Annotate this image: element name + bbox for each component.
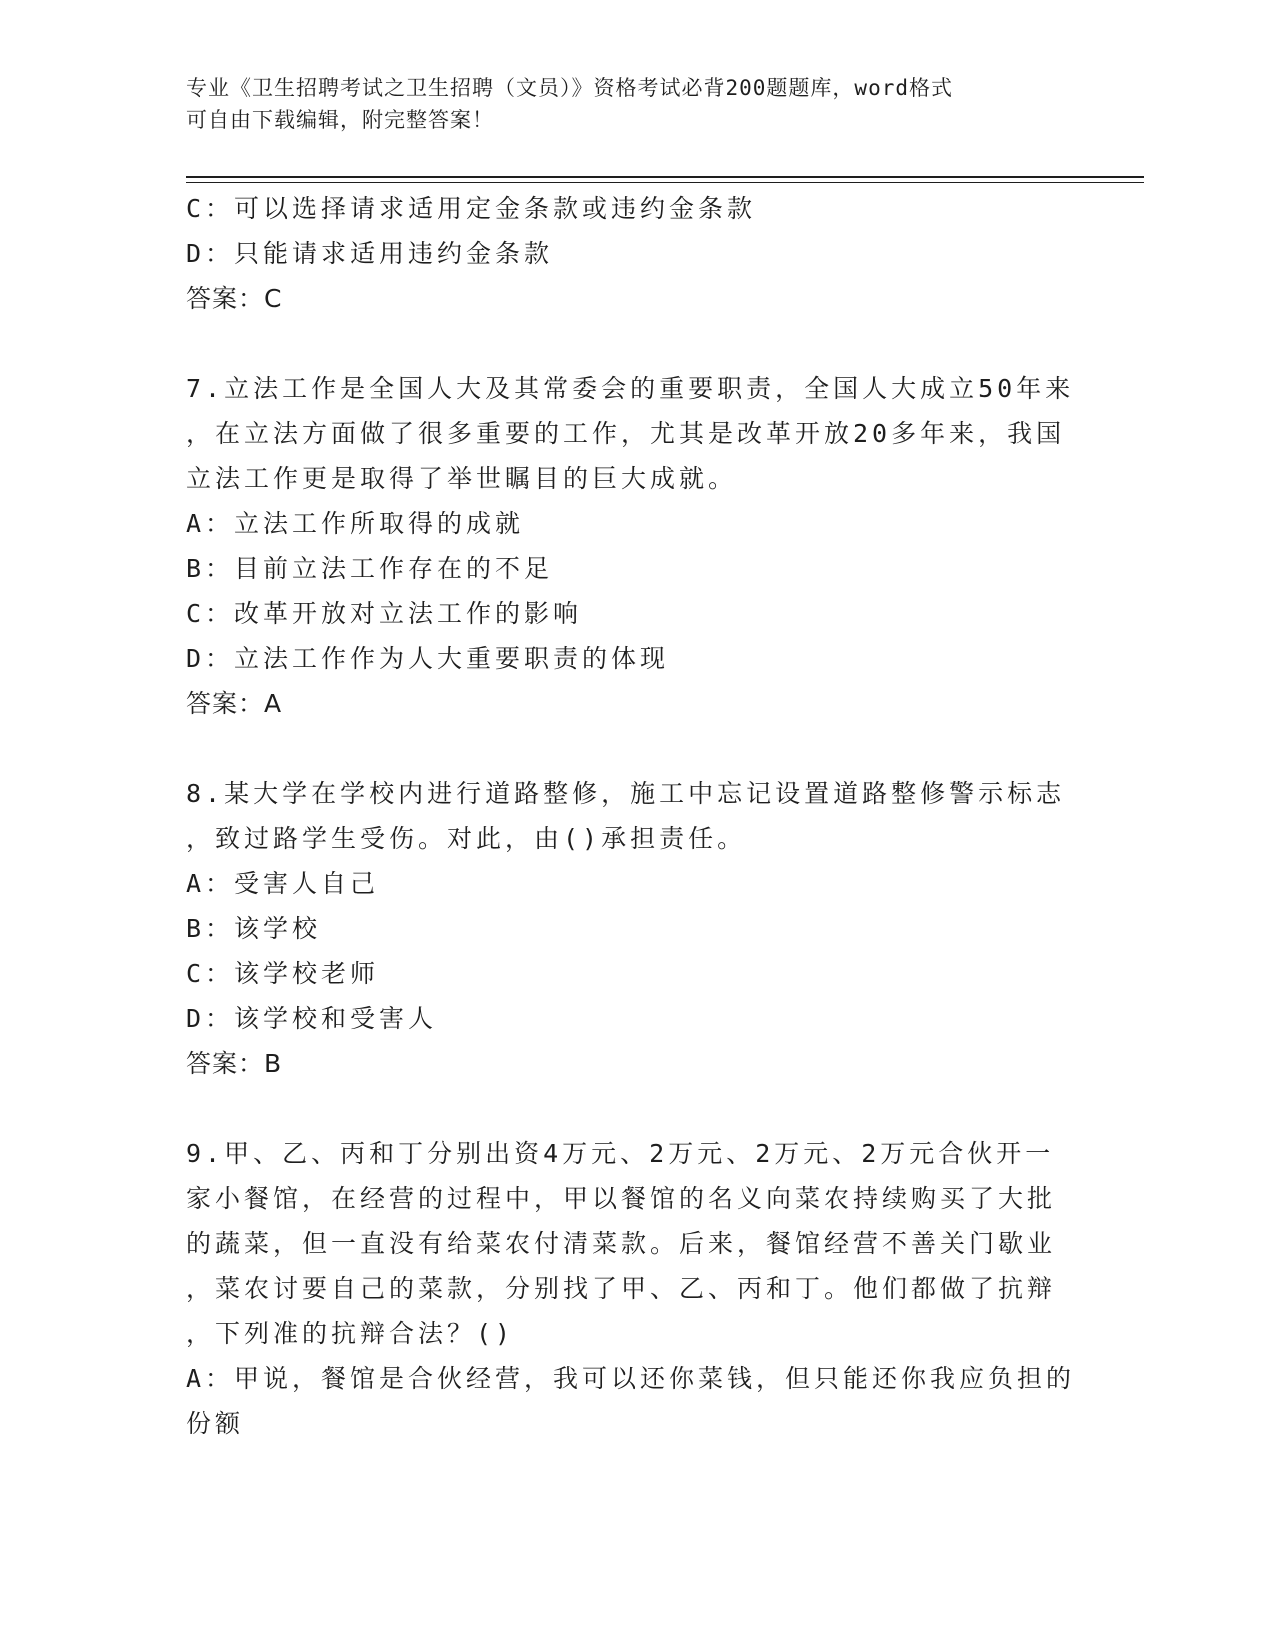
- option-b: B：该学校: [186, 914, 322, 943]
- question-stem-line: 的蔬菜，但一直没有给菜农付清菜款。后来，餐馆经营不善关门歇业: [186, 1229, 1057, 1258]
- option-a-continued: 份额: [186, 1409, 245, 1438]
- option-c: C：可以选择请求适用定金条款或违约金条款: [186, 194, 757, 223]
- option-d: D：立法工作作为人大重要职责的体现: [186, 644, 670, 673]
- option-d: D：该学校和受害人: [186, 1004, 438, 1033]
- question-stem-line: ，致过路学生受伤。对此，由()承担责任。: [186, 824, 747, 853]
- header-rule-thick: [186, 176, 1144, 178]
- question-9: [186, 1131, 1076, 1446]
- question-6-tail: [186, 186, 1066, 321]
- option-a: A：甲说，餐馆是合伙经营，我可以还你菜钱，但只能还你我应负担的: [186, 1364, 1076, 1393]
- question-7: [186, 366, 1075, 726]
- option-b: B：目前立法工作存在的不足: [186, 554, 554, 583]
- spacer: [186, 726, 1066, 771]
- question-stem-line: 8.某大学在学校内进行道路整修，施工中忘记设置道路整修警示标志: [186, 779, 1066, 808]
- option-a: A：受害人自己: [186, 869, 380, 898]
- question-stem-line: ，菜农讨要自己的菜款，分别找了甲、乙、丙和丁。他们都做了抗辩: [186, 1274, 1057, 1303]
- header-line-1: 专业《卫生招聘考试之卫生招聘（文员）》资格考试必背200题题库，word格式: [186, 76, 953, 100]
- option-a: A：立法工作所取得的成就: [186, 509, 525, 538]
- question-stem-line: 9.甲、乙、丙和丁分别出资4万元、2万元、2万元、2万元合伙开一: [186, 1139, 1055, 1168]
- question-8: [186, 771, 1066, 1086]
- question-stem-line: 立法工作更是取得了举世瞩目的巨大成就。: [186, 464, 738, 493]
- option-c: C：该学校老师: [186, 959, 380, 988]
- option-c: C：改革开放对立法工作的影响: [186, 599, 583, 628]
- header-line-2: 可自由下载编辑，附完整答案！: [186, 108, 494, 132]
- answer: 答案：C: [186, 284, 283, 313]
- spacer: [186, 321, 1066, 366]
- answer: 答案：B: [186, 1049, 283, 1078]
- question-stem-line: ，下列准的抗辩合法？(): [186, 1319, 515, 1348]
- header-rule-thin: [186, 182, 1144, 183]
- option-d: D：只能请求适用违约金条款: [186, 239, 554, 268]
- document-body: [186, 186, 1076, 1446]
- document-header: [186, 72, 1066, 136]
- question-stem-line: 7.立法工作是全国人大及其常委会的重要职责，全国人大成立50年来: [186, 374, 1075, 403]
- question-stem-line: 家小餐馆，在经营的过程中，甲以餐馆的名义向菜农持续购买了大批: [186, 1184, 1057, 1213]
- question-stem-line: ，在立法方面做了很多重要的工作，尤其是改革开放20多年来，我国: [186, 419, 1066, 448]
- spacer: [186, 1086, 1066, 1131]
- answer: 答案：A: [186, 689, 283, 718]
